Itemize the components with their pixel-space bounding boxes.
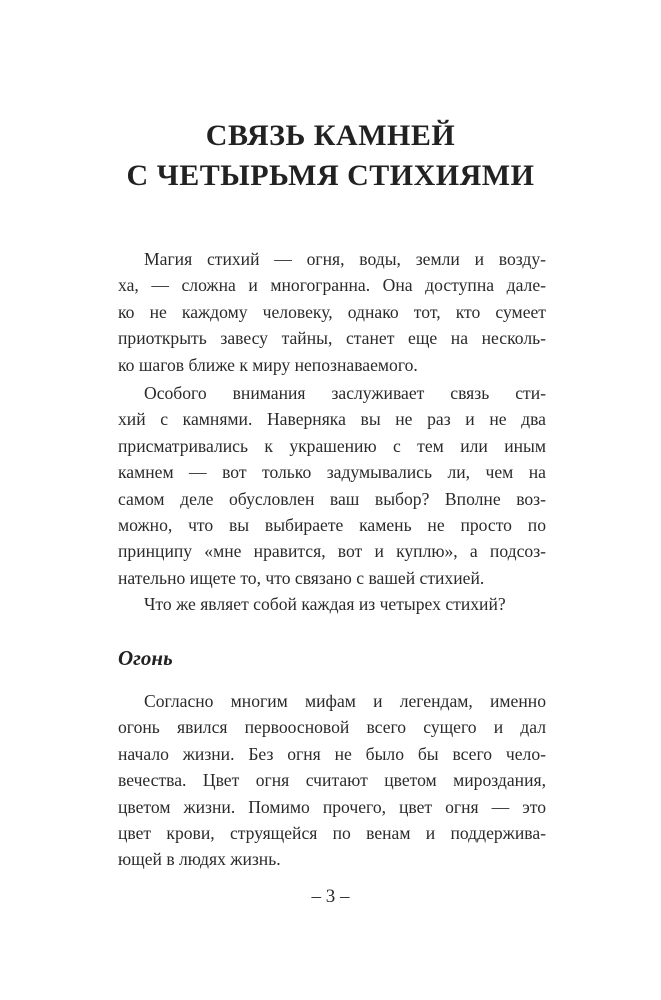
text-line: самом деле обусловлен ваш выбор? Вполне воз- bbox=[118, 488, 546, 509]
text-line: ющей в людях жизнь. bbox=[118, 849, 281, 870]
text-line: Что же являет собой каждая из четырех стихий? bbox=[144, 594, 506, 615]
text-line: цвет крови, струящейся по венам и поддержива- bbox=[118, 823, 546, 844]
text-line: начало жизни. Без огня не было бы всего чело- bbox=[118, 743, 546, 764]
text-line: цветом жизни. Помимо прочего, цвет огня — это bbox=[118, 796, 546, 817]
text-line: ко не каждому человеку, однако тот, кто сумеет bbox=[118, 301, 546, 322]
text-line: принципу «мне нравится, вот и куплю», а подсоз- bbox=[118, 541, 546, 562]
text-line: можно, что вы выбираете камень не просто по bbox=[118, 515, 546, 536]
text-line: огонь явился первоосновой всего сущего и дал bbox=[118, 717, 546, 738]
text-line: хий с камнями. Наверняка вы не раз и не два bbox=[118, 409, 546, 430]
paragraph-stones bbox=[118, 380, 546, 618]
text-line: Особого внимания заслуживает связь сти- bbox=[144, 383, 546, 403]
chapter-title-line-2: С ЧЕТЫРЬМЯ СТИХИЯМИ bbox=[126, 159, 535, 192]
paragraph-fire bbox=[118, 688, 546, 873]
section-heading: Огонь bbox=[118, 646, 173, 670]
text-line: ха, — сложна и многогранна. Она доступна дале- bbox=[118, 275, 546, 296]
text-line: приоткрыть завесу тайны, станет еще на несколь- bbox=[118, 328, 546, 349]
text-line: Согласно многим мифам и легендам, именно bbox=[144, 691, 546, 711]
text-line: вечества. Цвет огня считают цветом мироздания, bbox=[118, 770, 546, 791]
paragraph-intro bbox=[118, 246, 546, 378]
text-line: ко шагов ближе к миру непознаваемого. bbox=[118, 354, 418, 375]
text-line: камнем — вот только задумывались ли, чем на bbox=[118, 462, 546, 483]
text-line: нательно ищете то, что связано с вашей стихией. bbox=[118, 567, 485, 588]
chapter-title bbox=[0, 116, 661, 196]
text-line: присматривались к украшению с тем или иным bbox=[118, 435, 546, 456]
page-number: – 3 – bbox=[311, 886, 350, 907]
chapter-title-line-1: СВЯЗЬ КАМНЕЙ bbox=[205, 119, 456, 152]
text-line: Магия стихий — огня, воды, земли и возду- bbox=[144, 249, 546, 269]
